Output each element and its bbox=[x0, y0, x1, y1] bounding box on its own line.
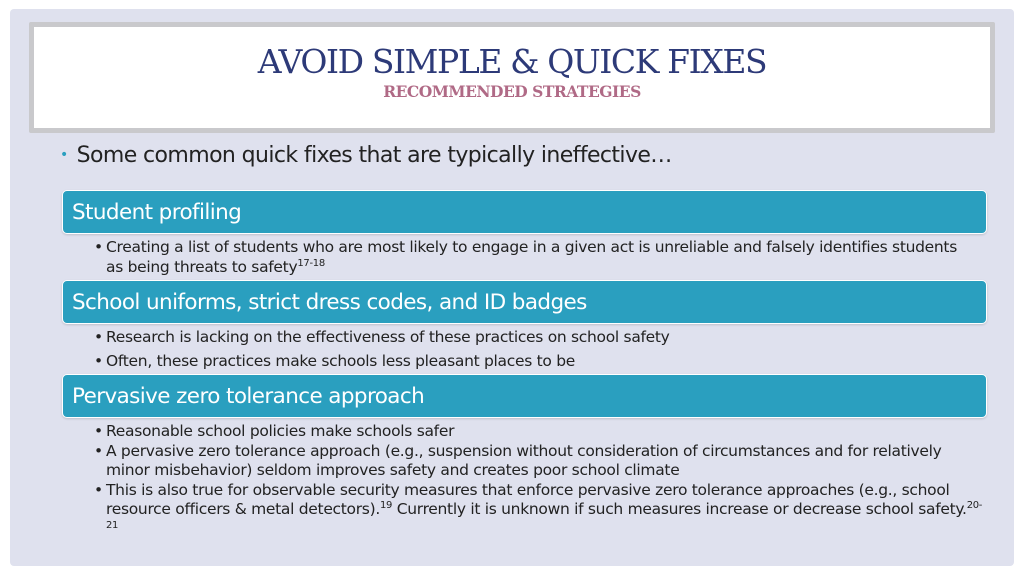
list-item: • Research is lacking on the effectiveness of these practices on school safety bbox=[94, 328, 670, 346]
list-item: • This is also true for observable security measures that enforce pervasive zero tolerance approaches (e.g., school resource officers & metal detectors).$^{19}$ Currently it is unknown if such measures increase or decrease school safety.$^{20-21}$ bbox=[94, 480, 983, 531]
section-heading: School uniforms, strict dress codes, and ID badges bbox=[72, 290, 587, 315]
section-items-zero-tolerance bbox=[90, 422, 990, 539]
intro-text: Some common quick fixes that are typically ineffective… bbox=[76, 143, 672, 168]
section-items-uniforms bbox=[90, 328, 970, 371]
section-header-zero-tolerance bbox=[62, 374, 987, 418]
list-item: • Often, these practices make schools less pleasant places to be bbox=[94, 351, 575, 370]
bullet-icon: • bbox=[94, 351, 103, 370]
section-heading: Pervasive zero tolerance approach bbox=[72, 384, 425, 409]
bullet-icon: • bbox=[94, 328, 103, 346]
section-items-student-profiling bbox=[90, 238, 960, 277]
list-item: • Creating a list of students who are most likely to engage in a given act is unreliable and falsely identifies students as being threats to safety$^{17-18}$ bbox=[94, 238, 957, 276]
section-header-uniforms bbox=[62, 280, 987, 324]
slide-subtitle: RECOMMENDED STRATEGIES bbox=[383, 82, 641, 101]
intro-bullet bbox=[60, 143, 672, 168]
section-header-student-profiling bbox=[62, 190, 987, 234]
list-item: • Reasonable school policies make schools safer bbox=[94, 422, 455, 440]
bullet-icon: • bbox=[94, 441, 103, 460]
bullet-icon: • bbox=[94, 238, 103, 256]
bullet-icon: • bbox=[94, 422, 103, 440]
slide-title: AVOID SIMPLE & QUICK FIXES bbox=[257, 42, 767, 81]
title-frame bbox=[29, 22, 995, 133]
list-item: • A pervasive zero tolerance approach (e.g., suspension without consideration of circumstances and for relatively minor misbehavior) seldom improves safety and creates poor school climate bbox=[94, 441, 942, 479]
title-box bbox=[34, 27, 990, 128]
bullet-icon: • bbox=[94, 480, 103, 499]
bullet-dot-icon: • bbox=[60, 147, 68, 163]
section-heading: Student profiling bbox=[72, 200, 242, 225]
